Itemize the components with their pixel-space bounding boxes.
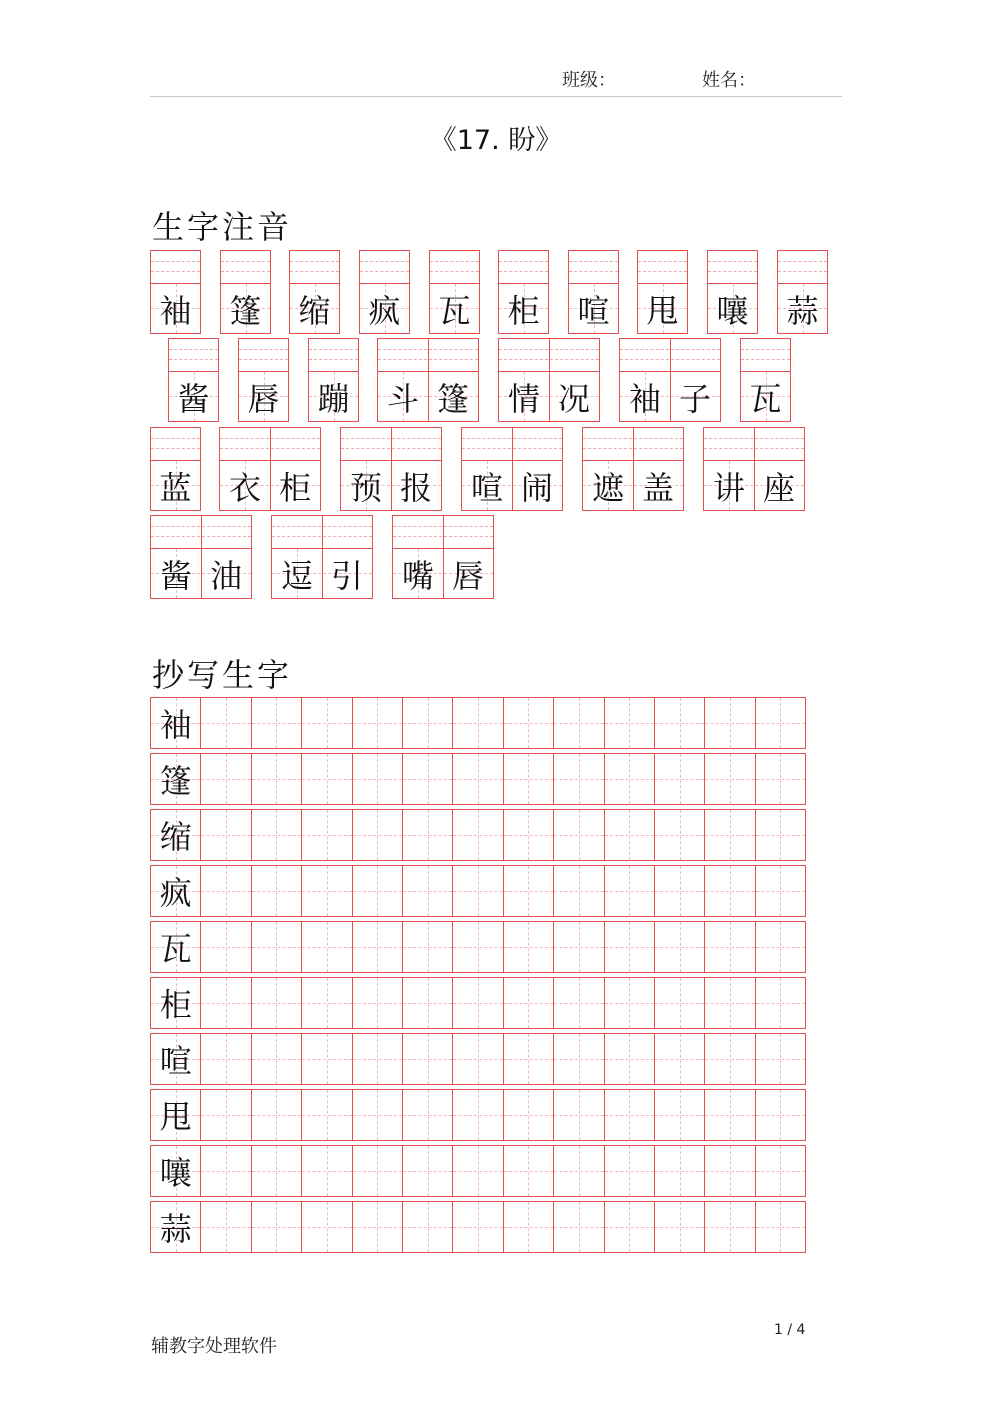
practice-box[interactable] bbox=[755, 1089, 806, 1141]
practice-box[interactable] bbox=[503, 1201, 554, 1253]
pinyin-word[interactable] bbox=[637, 250, 688, 334]
practice-box[interactable] bbox=[503, 753, 554, 805]
practice-box[interactable] bbox=[553, 809, 604, 861]
hanzi-char: 瓦 bbox=[749, 379, 782, 418]
practice-box[interactable] bbox=[604, 753, 655, 805]
practice-box[interactable] bbox=[654, 977, 705, 1029]
hanzi-char: 遮 盖 bbox=[591, 468, 674, 507]
pinyin-word[interactable] bbox=[308, 338, 359, 422]
practice-box[interactable] bbox=[755, 921, 806, 973]
practice-box[interactable] bbox=[352, 921, 403, 973]
hanzi-char: 喧 闹 bbox=[470, 468, 553, 507]
practice-box[interactable] bbox=[604, 697, 655, 749]
practice-box[interactable] bbox=[503, 1145, 554, 1197]
practice-box[interactable] bbox=[654, 865, 705, 917]
practice-box[interactable] bbox=[251, 753, 302, 805]
class-label: 班级： bbox=[562, 70, 616, 91]
practice-box[interactable] bbox=[402, 865, 453, 917]
practice-box[interactable] bbox=[604, 977, 655, 1029]
practice-box[interactable] bbox=[402, 1033, 453, 1085]
practice-box[interactable] bbox=[200, 753, 251, 805]
pinyin-word[interactable] bbox=[619, 338, 721, 422]
model-char-box bbox=[150, 865, 201, 917]
pinyin-word[interactable] bbox=[429, 250, 480, 334]
practice-box[interactable] bbox=[251, 697, 302, 749]
practice-box[interactable] bbox=[704, 1033, 755, 1085]
pinyin-word[interactable] bbox=[377, 338, 479, 422]
model-char-box bbox=[150, 753, 201, 805]
pinyin-word[interactable] bbox=[392, 515, 494, 599]
hanzi-char: 唇 bbox=[247, 379, 280, 418]
practice-box[interactable] bbox=[251, 1145, 302, 1197]
practice-box[interactable] bbox=[755, 1201, 806, 1253]
practice-box[interactable] bbox=[352, 809, 403, 861]
hanzi-char: 嚷 bbox=[716, 291, 749, 330]
hanzi-char: 情 况 bbox=[507, 379, 590, 418]
practice-box[interactable] bbox=[604, 921, 655, 973]
page-number: 1 / 4 bbox=[774, 1322, 806, 1338]
practice-box[interactable] bbox=[301, 1089, 352, 1141]
pinyin-word[interactable] bbox=[777, 250, 828, 334]
practice-box[interactable] bbox=[452, 1089, 503, 1141]
practice-box[interactable] bbox=[604, 809, 655, 861]
model-char: 蒜 bbox=[159, 1210, 192, 1248]
model-char-box bbox=[150, 1145, 201, 1197]
practice-box[interactable] bbox=[654, 921, 705, 973]
practice-box[interactable] bbox=[301, 921, 352, 973]
hanzi-char: 柜 bbox=[507, 291, 540, 330]
practice-box[interactable] bbox=[402, 921, 453, 973]
practice-box[interactable] bbox=[452, 977, 503, 1029]
pinyin-word[interactable] bbox=[461, 427, 563, 511]
practice-box[interactable] bbox=[704, 1089, 755, 1141]
pinyin-word[interactable] bbox=[219, 427, 321, 511]
name-label: 姓名： bbox=[702, 70, 756, 91]
pinyin-word[interactable] bbox=[582, 427, 684, 511]
model-char: 疯 bbox=[159, 874, 192, 912]
model-char: 袖 bbox=[159, 706, 192, 744]
practice-box[interactable] bbox=[452, 1201, 503, 1253]
practice-box[interactable] bbox=[352, 1201, 403, 1253]
model-char-box bbox=[150, 921, 201, 973]
hanzi-char: 酱 bbox=[177, 379, 210, 418]
hanzi-char: 蒜 bbox=[786, 291, 819, 330]
practice-box[interactable] bbox=[301, 1145, 352, 1197]
copy-row bbox=[150, 697, 806, 749]
pinyin-word[interactable] bbox=[707, 250, 758, 334]
practice-box[interactable] bbox=[755, 697, 806, 749]
hanzi-char: 斗 篷 bbox=[386, 379, 469, 418]
practice-box[interactable] bbox=[251, 1033, 302, 1085]
practice-box[interactable] bbox=[200, 921, 251, 973]
practice-box[interactable] bbox=[251, 921, 302, 973]
practice-box[interactable] bbox=[654, 1033, 705, 1085]
practice-box[interactable] bbox=[704, 977, 755, 1029]
pinyin-word[interactable] bbox=[150, 250, 201, 334]
hanzi-char: 讲 座 bbox=[712, 468, 795, 507]
practice-box[interactable] bbox=[402, 1201, 453, 1253]
practice-box[interactable] bbox=[604, 1089, 655, 1141]
practice-box[interactable] bbox=[352, 697, 403, 749]
hanzi-char: 瓦 bbox=[438, 291, 471, 330]
copy-row bbox=[150, 809, 806, 861]
model-char: 柜 bbox=[159, 986, 192, 1024]
hanzi-char: 缩 bbox=[298, 291, 331, 330]
practice-box[interactable] bbox=[503, 697, 554, 749]
pinyin-word[interactable] bbox=[359, 250, 410, 334]
pinyin-word[interactable] bbox=[168, 338, 219, 422]
practice-box[interactable] bbox=[553, 1145, 604, 1197]
practice-box[interactable] bbox=[200, 1033, 251, 1085]
practice-box[interactable] bbox=[604, 1145, 655, 1197]
practice-box[interactable] bbox=[452, 697, 503, 749]
practice-box[interactable] bbox=[251, 977, 302, 1029]
hanzi-char: 喧 bbox=[577, 291, 610, 330]
practice-box[interactable] bbox=[604, 1201, 655, 1253]
hanzi-char: 袖 子 bbox=[628, 379, 711, 418]
model-char-box bbox=[150, 1089, 201, 1141]
copy-row bbox=[150, 977, 806, 1029]
practice-box[interactable] bbox=[553, 921, 604, 973]
model-char: 瓦 bbox=[159, 930, 192, 968]
model-char-box bbox=[150, 1033, 201, 1085]
practice-box[interactable] bbox=[704, 865, 755, 917]
practice-box[interactable] bbox=[452, 1145, 503, 1197]
practice-box[interactable] bbox=[301, 1033, 352, 1085]
practice-box[interactable] bbox=[755, 809, 806, 861]
practice-box[interactable] bbox=[200, 809, 251, 861]
practice-box[interactable] bbox=[402, 809, 453, 861]
hanzi-char: 甩 bbox=[646, 291, 679, 330]
hanzi-char: 酱 油 bbox=[159, 556, 242, 595]
practice-box[interactable] bbox=[200, 865, 251, 917]
hanzi-char: 逗 引 bbox=[280, 556, 363, 595]
practice-box[interactable] bbox=[301, 1201, 352, 1253]
copy-row bbox=[150, 1145, 806, 1197]
practice-box[interactable] bbox=[301, 809, 352, 861]
practice-box[interactable] bbox=[704, 1201, 755, 1253]
practice-box[interactable] bbox=[352, 865, 403, 917]
hanzi-char: 疯 bbox=[368, 291, 401, 330]
practice-box[interactable] bbox=[654, 753, 705, 805]
hanzi-char: 预 报 bbox=[349, 468, 432, 507]
practice-box[interactable] bbox=[704, 1145, 755, 1197]
practice-box[interactable] bbox=[704, 921, 755, 973]
hanzi-char: 篷 bbox=[229, 291, 262, 330]
model-char-box bbox=[150, 809, 201, 861]
practice-box[interactable] bbox=[402, 753, 453, 805]
pinyin-word[interactable] bbox=[271, 515, 373, 599]
practice-box[interactable] bbox=[251, 809, 302, 861]
pinyin-word[interactable] bbox=[703, 427, 805, 511]
pinyin-word[interactable] bbox=[740, 338, 791, 422]
model-char: 篷 bbox=[159, 762, 192, 800]
practice-box[interactable] bbox=[452, 1033, 503, 1085]
pinyin-word[interactable] bbox=[340, 427, 442, 511]
copy-row bbox=[150, 1201, 806, 1253]
practice-box[interactable] bbox=[301, 865, 352, 917]
practice-box[interactable] bbox=[755, 753, 806, 805]
model-char-box bbox=[150, 977, 201, 1029]
practice-box[interactable] bbox=[604, 1033, 655, 1085]
copy-row bbox=[150, 921, 806, 973]
practice-box[interactable] bbox=[755, 1033, 806, 1085]
practice-box[interactable] bbox=[654, 1201, 705, 1253]
hanzi-char: 蓝 bbox=[159, 468, 192, 507]
section-title-copy: 抄写生字 bbox=[152, 656, 293, 694]
model-char: 嚷 bbox=[159, 1154, 192, 1192]
practice-box[interactable] bbox=[251, 1089, 302, 1141]
practice-box[interactable] bbox=[452, 921, 503, 973]
practice-box[interactable] bbox=[755, 1145, 806, 1197]
practice-box[interactable] bbox=[301, 697, 352, 749]
practice-box[interactable] bbox=[251, 1201, 302, 1253]
pinyin-word[interactable] bbox=[498, 250, 549, 334]
practice-box[interactable] bbox=[251, 865, 302, 917]
pinyin-word[interactable] bbox=[238, 338, 289, 422]
copy-row bbox=[150, 865, 806, 917]
model-char-box bbox=[150, 697, 201, 749]
page-title: 《17. 盼》 bbox=[429, 125, 563, 156]
practice-box[interactable] bbox=[200, 697, 251, 749]
model-char: 甩 bbox=[159, 1098, 192, 1136]
practice-box[interactable] bbox=[402, 1145, 453, 1197]
practice-box[interactable] bbox=[352, 1089, 403, 1141]
header-divider bbox=[150, 96, 842, 97]
practice-box[interactable] bbox=[352, 753, 403, 805]
copy-grid bbox=[150, 697, 806, 1257]
practice-box[interactable] bbox=[200, 1145, 251, 1197]
model-char-box bbox=[150, 1201, 201, 1253]
practice-box[interactable] bbox=[654, 809, 705, 861]
practice-box[interactable] bbox=[452, 753, 503, 805]
practice-box[interactable] bbox=[503, 977, 554, 1029]
practice-box[interactable] bbox=[553, 697, 604, 749]
practice-box[interactable] bbox=[654, 1089, 705, 1141]
practice-box[interactable] bbox=[755, 865, 806, 917]
practice-box[interactable] bbox=[553, 1033, 604, 1085]
practice-box[interactable] bbox=[301, 753, 352, 805]
copy-row bbox=[150, 1033, 806, 1085]
practice-box[interactable] bbox=[503, 1033, 554, 1085]
practice-box[interactable] bbox=[553, 865, 604, 917]
practice-box[interactable] bbox=[503, 921, 554, 973]
practice-box[interactable] bbox=[352, 977, 403, 1029]
pinyin-word[interactable] bbox=[568, 250, 619, 334]
practice-box[interactable] bbox=[553, 1201, 604, 1253]
hanzi-char: 嘴 唇 bbox=[401, 556, 484, 595]
practice-box[interactable] bbox=[452, 865, 503, 917]
practice-box[interactable] bbox=[352, 1145, 403, 1197]
practice-box[interactable] bbox=[402, 1089, 453, 1141]
practice-box[interactable] bbox=[553, 977, 604, 1029]
practice-box[interactable] bbox=[654, 697, 705, 749]
pinyin-word[interactable] bbox=[289, 250, 340, 334]
model-char: 喧 bbox=[159, 1042, 192, 1080]
practice-box[interactable] bbox=[452, 809, 503, 861]
practice-box[interactable] bbox=[352, 1033, 403, 1085]
footer-software: 辅教字处理软件 bbox=[151, 1336, 277, 1357]
practice-box[interactable] bbox=[755, 977, 806, 1029]
pinyin-word[interactable] bbox=[220, 250, 271, 334]
section-title-pinyin: 生字注音 bbox=[152, 208, 293, 246]
practice-box[interactable] bbox=[402, 697, 453, 749]
practice-box[interactable] bbox=[654, 1145, 705, 1197]
practice-box[interactable] bbox=[200, 1089, 251, 1141]
practice-box[interactable] bbox=[704, 809, 755, 861]
pinyin-word[interactable] bbox=[150, 427, 201, 511]
pinyin-word[interactable] bbox=[150, 515, 252, 599]
hanzi-char: 蹦 bbox=[317, 379, 350, 418]
model-char: 缩 bbox=[159, 818, 192, 856]
hanzi-char: 衣 柜 bbox=[228, 468, 311, 507]
copy-row bbox=[150, 753, 806, 805]
practice-box[interactable] bbox=[402, 977, 453, 1029]
practice-box[interactable] bbox=[301, 977, 352, 1029]
practice-box[interactable] bbox=[200, 1201, 251, 1253]
practice-box[interactable] bbox=[503, 1089, 554, 1141]
copy-row bbox=[150, 1089, 806, 1141]
practice-box[interactable] bbox=[704, 753, 755, 805]
practice-box[interactable] bbox=[704, 697, 755, 749]
hanzi-char: 袖 bbox=[159, 291, 192, 330]
practice-box[interactable] bbox=[200, 977, 251, 1029]
practice-box[interactable] bbox=[553, 1089, 604, 1141]
practice-box[interactable] bbox=[553, 753, 604, 805]
pinyin-word[interactable] bbox=[498, 338, 600, 422]
practice-box[interactable] bbox=[503, 865, 554, 917]
practice-box[interactable] bbox=[604, 865, 655, 917]
practice-box[interactable] bbox=[503, 809, 554, 861]
